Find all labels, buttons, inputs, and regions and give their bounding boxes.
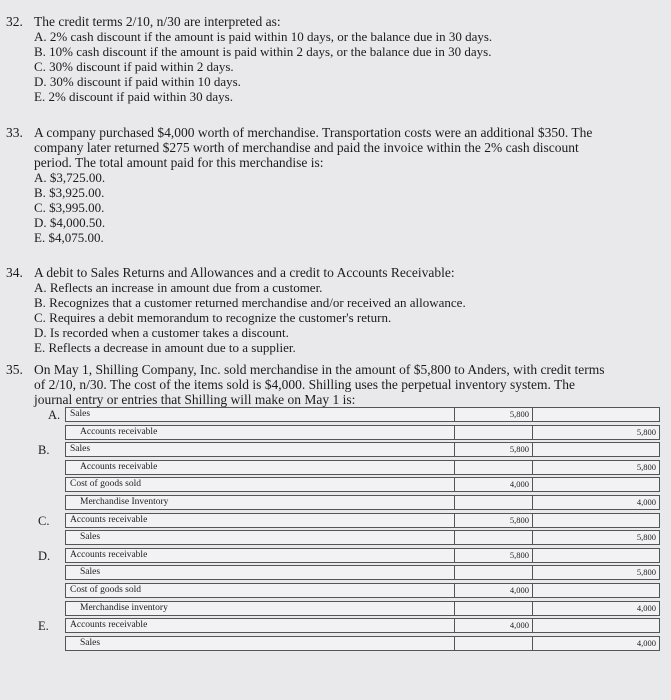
- credit-amount: 5,800: [533, 460, 660, 475]
- option-b: B. 10% cash discount if the amount is paid within 2 days, or the balance due in 30 days.: [34, 44, 492, 59]
- debit-amount: 4,000: [455, 618, 533, 633]
- journal-row: [40, 425, 662, 441]
- option-a: A. Reflects an increase in amount due from a customer.: [34, 280, 323, 295]
- debit-amount: [455, 530, 533, 545]
- debit-amount: 4,000: [455, 477, 533, 492]
- option-b: B. Recognizes that a customer returned merchandise and/or received an allowance.: [34, 295, 466, 310]
- journal-row: [40, 565, 662, 581]
- journal-row: [40, 601, 662, 617]
- debit-amount: 5,800: [455, 442, 533, 457]
- credit-amount: 5,800: [533, 565, 660, 580]
- credit-amount: [533, 548, 660, 563]
- debit-amount: [455, 495, 533, 510]
- debit-amount: 5,800: [455, 407, 533, 422]
- option-a: A. 2% cash discount if the amount is paid within 10 days, or the balance due in 30 days.: [34, 29, 493, 44]
- account-name: Sales: [65, 636, 455, 651]
- debit-amount: [455, 460, 533, 475]
- question-stem-line-2: company later returned $275 worth of merchandise and paid the invoice within the 2% cash discount: [34, 140, 579, 155]
- account-name: Merchandise Inventory: [65, 495, 455, 510]
- journal-row: [40, 513, 662, 529]
- account-name: Cost of goods sold: [65, 477, 455, 492]
- account-name: Accounts receivable: [65, 618, 455, 633]
- credit-amount: 4,000: [533, 495, 660, 510]
- debit-amount: 5,800: [455, 513, 533, 528]
- option-a: A. $3,725.00.: [34, 170, 106, 185]
- account-name: Accounts receivable: [65, 425, 455, 440]
- debit-amount: [455, 636, 533, 651]
- credit-amount: 5,800: [533, 425, 660, 440]
- credit-amount: [533, 513, 660, 528]
- question-stem-line-2: of 2/10, n/30. The cost of the items sold is $4,000. Shilling uses the perpetual inventory system. The: [34, 377, 575, 392]
- account-name: Accounts receivable: [65, 513, 455, 528]
- question-number: 35.: [6, 362, 23, 377]
- journal-option-d-letter: D.: [38, 548, 51, 563]
- credit-amount: [533, 618, 660, 633]
- question-stem-line-3: period. The total amount paid for this merchandise is:: [34, 155, 324, 170]
- question-32: [6, 14, 492, 104]
- option-b: B. $3,925.00.: [34, 185, 105, 200]
- journal-option-c-letter: C.: [38, 513, 50, 528]
- option-c: C. Requires a debit memorandum to recognize the customer's return.: [34, 310, 392, 325]
- credit-amount: [533, 583, 660, 598]
- journal-row: [40, 460, 662, 476]
- journal-row: [40, 548, 662, 564]
- journal-row: [40, 442, 662, 458]
- question-stem: A debit to Sales Returns and Allowances and a credit to Accounts Receivable:: [34, 265, 455, 280]
- question-stem: The credit terms 2/10, n/30 are interpreted as:: [34, 14, 281, 29]
- account-name: Sales: [65, 530, 455, 545]
- debit-amount: 4,000: [455, 583, 533, 598]
- credit-amount: [533, 407, 660, 422]
- credit-amount: 4,000: [533, 636, 660, 651]
- account-name: Accounts receivable: [65, 460, 455, 475]
- question-number: 33.: [6, 125, 23, 140]
- credit-amount: [533, 442, 660, 457]
- journal-option-e-letter: E.: [38, 619, 49, 634]
- question-stem-line-3: journal entry or entries that Shilling will make on May 1 is:: [34, 392, 356, 407]
- debit-amount: [455, 565, 533, 580]
- journal-option-a-letter: A.: [48, 408, 61, 422]
- option-d: D. Is recorded when a customer takes a discount.: [34, 325, 289, 340]
- debit-amount: 5,800: [455, 548, 533, 563]
- journal-row: [40, 530, 662, 546]
- question-number: 34.: [6, 265, 23, 280]
- option-e: E. $4,075.00.: [34, 230, 104, 245]
- option-c: C. $3,995.00.: [34, 200, 105, 215]
- credit-amount: 4,000: [533, 601, 660, 616]
- account-name: Sales: [65, 407, 455, 422]
- debit-amount: [455, 601, 533, 616]
- question-stem-line-1: On May 1, Shilling Company, Inc. sold merchandise in the amount of $5,800 to Anders, with credit terms: [34, 362, 605, 377]
- option-d: D. 30% discount if paid within 10 days.: [34, 74, 241, 89]
- account-name: Sales: [65, 442, 455, 457]
- question-34: [6, 265, 466, 355]
- option-c: C. 30% discount if paid within 2 days.: [34, 59, 234, 74]
- account-name: Cost of goods sold: [65, 583, 455, 598]
- journal-row: [40, 636, 662, 652]
- journal-row: [40, 583, 662, 599]
- question-stem-line-1: A company purchased $4,000 worth of merchandise. Transportation costs were an additional $350. The: [34, 125, 593, 140]
- question-number: 32.: [6, 14, 23, 29]
- credit-amount: [533, 477, 660, 492]
- journal-option-b-letter: B.: [38, 443, 50, 458]
- question-35: [6, 362, 605, 407]
- debit-amount: [455, 425, 533, 440]
- journal-row: [40, 495, 662, 511]
- account-name: Merchandise inventory: [65, 601, 455, 616]
- account-name: Sales: [65, 565, 455, 580]
- question-33: [6, 125, 592, 245]
- journal-row: [40, 407, 662, 423]
- option-e: E. 2% discount if paid within 30 days.: [34, 89, 233, 104]
- option-d: D. $4,000.50.: [34, 215, 106, 230]
- account-name: Accounts receivable: [65, 548, 455, 563]
- credit-amount: 5,800: [533, 530, 660, 545]
- option-e: E. Reflects a decrease in amount due to a supplier.: [34, 340, 296, 355]
- journal-row: [40, 618, 662, 634]
- journal-row: [40, 477, 662, 493]
